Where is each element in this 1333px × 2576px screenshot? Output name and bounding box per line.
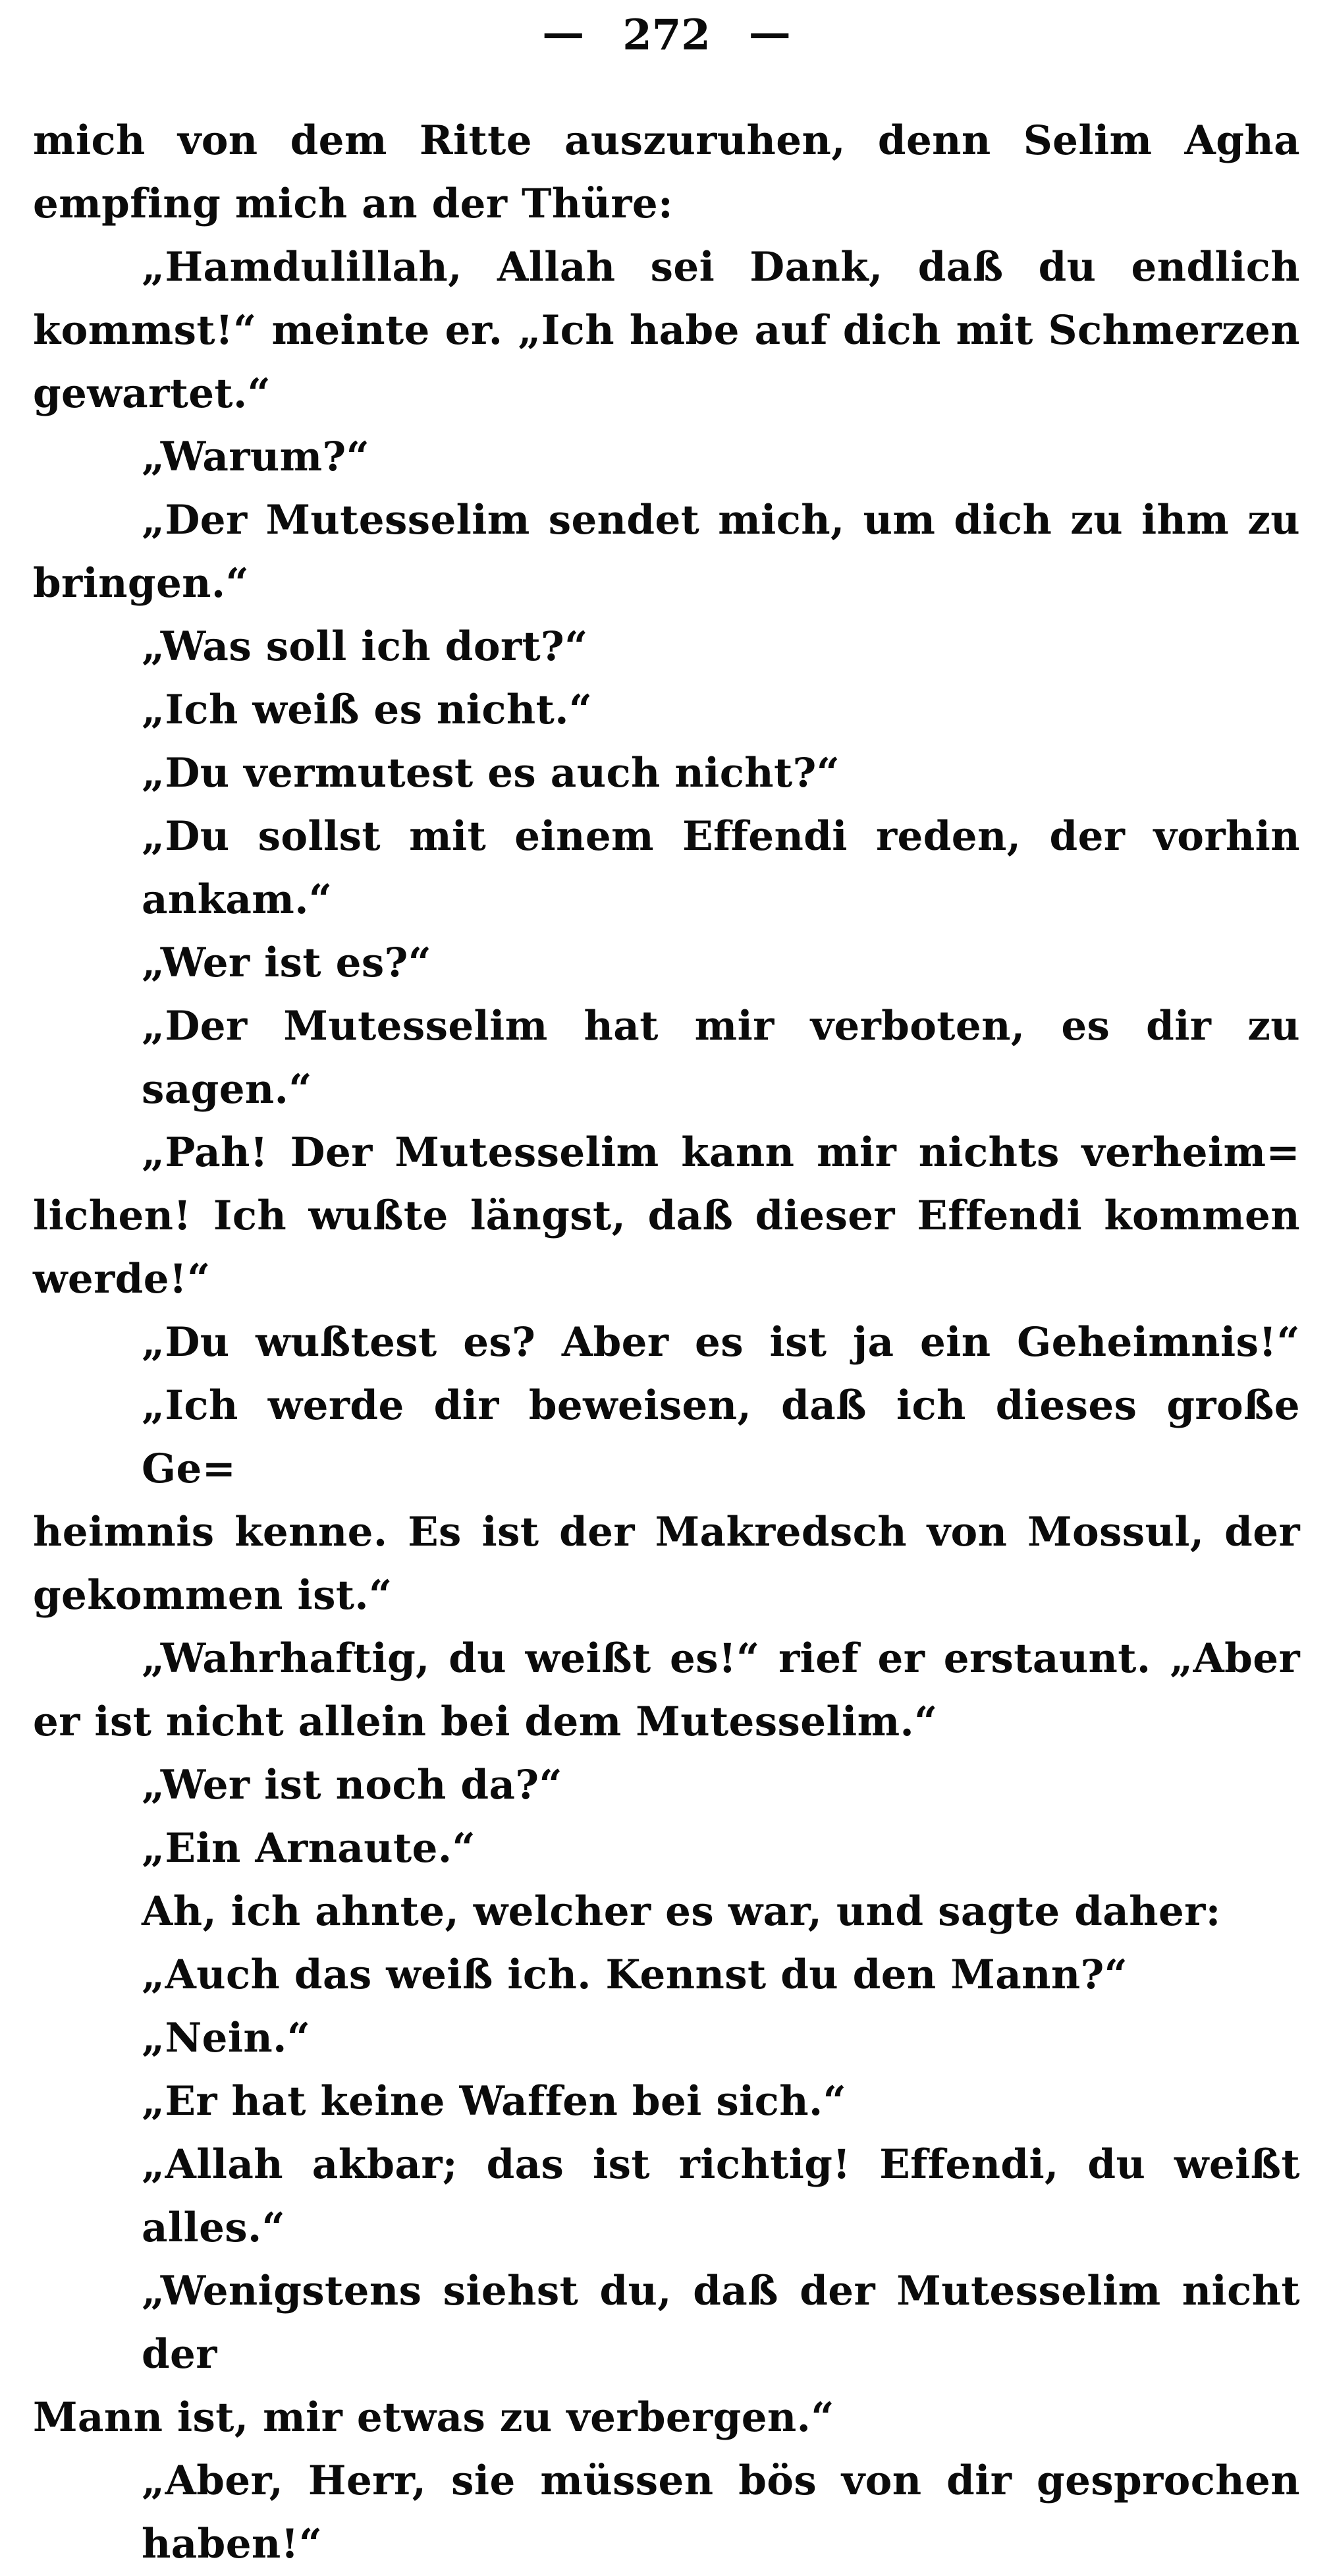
text-line: empfing mich an der Thüre: <box>33 181 674 227</box>
page-body <box>33 109 1300 2576</box>
text-line: „Ein Arnaute.“ <box>142 1825 476 1872</box>
text-line: er ist nicht allein bei dem Mutesselim.“ <box>33 1698 938 1745</box>
text-line: „Hamdulillah, Allah sei Dank, daß du endlich <box>142 244 1300 291</box>
text-line: bringen.“ <box>33 560 250 607</box>
text-line: Mann ist, mir etwas zu verbergen.“ <box>33 2394 834 2441</box>
text-line: „Aber, Herr, sie müssen bös von dir gesprochen haben!“ <box>142 2457 1300 2567</box>
text-line: „Auch das weiß ich. Kennst du den Mann?“ <box>142 1951 1128 1998</box>
text-line: „Ich weiß es nicht.“ <box>142 686 593 733</box>
text-line: „Wer ist noch da?“ <box>142 1762 563 1808</box>
text-line: lichen! Ich wußte längst, daß dieser Effendi kommen <box>33 1192 1300 1239</box>
text-line: „Was soll ich dort?“ <box>142 623 588 670</box>
text-line: mich von dem Ritte auszuruhen, denn Selim Agha <box>33 117 1300 164</box>
text-line: „Wahrhaftig, du weißt es!“ rief er erstaunt. „Aber <box>142 1635 1300 1682</box>
header-dash-left: — <box>542 8 585 57</box>
text-line: „Wenigstens siehst du, daß der Mutesselim nicht der <box>142 2268 1300 2378</box>
text-line: „Allah akbar; das ist richtig! Effendi, du weißt alles.“ <box>142 2141 1300 2251</box>
page-header <box>0 0 1333 61</box>
text-line: „Er hat keine Waffen bei sich.“ <box>142 2078 847 2125</box>
page-number: 272 <box>622 11 711 60</box>
text-line: „Der Mutesselim hat mir verboten, es dir zu sagen.“ <box>142 1003 1300 1113</box>
text-line: „Warum?“ <box>142 434 370 480</box>
text-line: „Wer ist es?“ <box>142 939 432 986</box>
text-line: werde!“ <box>33 1256 211 1302</box>
text-line: heimnis kenne. Es ist der Makredsch von Mossul, der <box>33 1509 1300 1555</box>
text-line: „Der Mutesselim sendet mich, um dich zu ihm zu <box>142 497 1300 544</box>
text-line: „Du wußtest es? Aber es ist ja ein Geheimnis!“ <box>142 1319 1300 1366</box>
text-line: gekommen ist.“ <box>33 1572 393 1619</box>
text-line: „Pah! Der Mutesselim kann mir nichts verheim= <box>142 1129 1300 1176</box>
text-line: gewartet.“ <box>33 370 271 417</box>
text-line: „Nein.“ <box>142 2015 311 2061</box>
text-line: Ah, ich ahnte, welcher es war, und sagte daher: <box>142 1888 1221 1935</box>
text-line: „Du vermutest es auch nicht?“ <box>142 750 840 797</box>
text-line: „Ich werde dir beweisen, daß ich dieses große Ge= <box>142 1382 1300 1492</box>
text-line: kommst!“ meinte er. „Ich habe auf dich mit Schmerzen <box>33 307 1300 354</box>
header-dash-right: — <box>748 8 791 57</box>
text-line: „Du sollst mit einem Effendi reden, der vorhin ankam.“ <box>142 813 1300 923</box>
